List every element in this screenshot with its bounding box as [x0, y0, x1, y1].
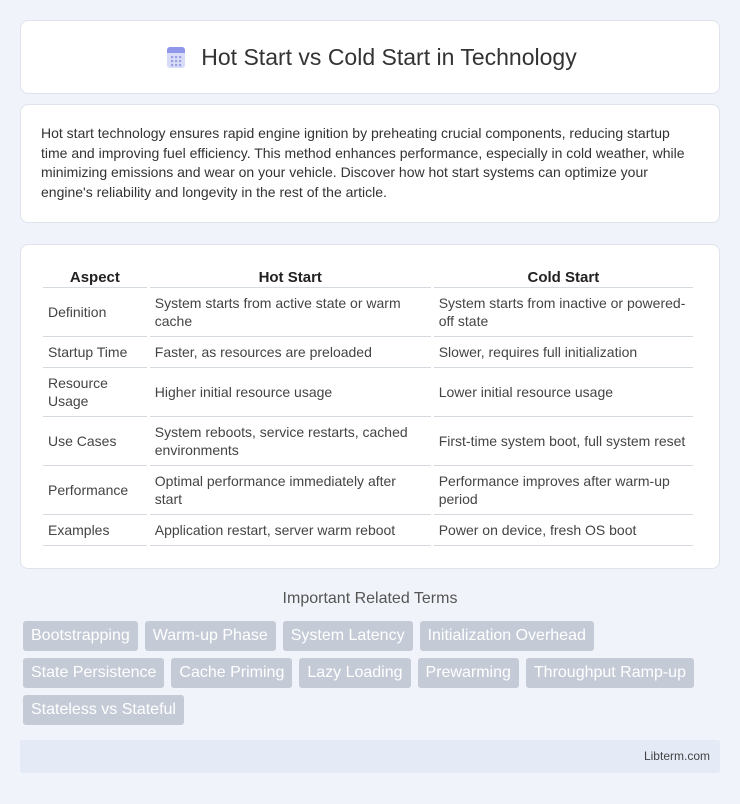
cell-cold: Performance improves after warm-up period [434, 466, 693, 515]
header-cold-start: Cold Start [434, 264, 693, 288]
cell-hot: Application restart, server warm reboot [150, 515, 431, 546]
related-terms [23, 621, 723, 732]
cell-hot: Optimal performance immediately after start [150, 466, 431, 515]
table-row [43, 337, 693, 368]
related-terms-title: Important Related Terms [282, 590, 458, 607]
tag-state-persistence[interactable]: State Persistence [23, 658, 164, 688]
table-row [43, 288, 693, 337]
header-hot-start: Hot Start [150, 264, 431, 288]
tag-prewarming[interactable]: Prewarming [418, 658, 519, 688]
tag-initialization-overhead[interactable]: Initialization Overhead [420, 621, 594, 651]
cell-aspect: Startup Time [43, 337, 147, 368]
tag-system-latency[interactable]: System Latency [283, 621, 413, 651]
tag-row [23, 695, 723, 725]
cell-hot: System starts from active state or warm cache [150, 288, 431, 337]
tag-warm-up-phase[interactable]: Warm-up Phase [145, 621, 276, 651]
tag-row [23, 658, 723, 688]
comparison-table-card [20, 244, 720, 569]
cell-cold: Lower initial resource usage [434, 368, 693, 417]
footer-site-name: Libterm.com [643, 749, 710, 763]
cell-hot: System reboots, service restarts, cached environments [150, 417, 431, 466]
cell-cold: System starts from inactive or powered-off state [434, 288, 693, 337]
table-row [43, 368, 693, 417]
table-row [43, 466, 693, 515]
tag-lazy-loading[interactable]: Lazy Loading [299, 658, 410, 688]
cell-cold: Slower, requires full initialization [434, 337, 693, 368]
title-card [20, 20, 720, 94]
footer [20, 740, 720, 773]
cell-cold: Power on device, fresh OS boot [434, 515, 693, 546]
intro-card [20, 104, 720, 223]
cell-hot: Faster, as resources are preloaded [150, 337, 431, 368]
cell-aspect: Use Cases [43, 417, 147, 466]
comparison-table [40, 264, 696, 546]
cell-hot: Higher initial resource usage [150, 368, 431, 417]
cell-aspect: Examples [43, 515, 147, 546]
document-icon [163, 44, 189, 70]
cell-aspect: Definition [43, 288, 147, 337]
header-aspect: Aspect [43, 264, 147, 288]
cell-aspect: Performance [43, 466, 147, 515]
tag-stateless-vs-stateful[interactable]: Stateless vs Stateful [23, 695, 184, 725]
table-header-row [43, 264, 693, 288]
tag-throughput-ramp-up[interactable]: Throughput Ramp-up [526, 658, 694, 688]
cell-cold: First-time system boot, full system reset [434, 417, 693, 466]
intro-text: Hot start technology ensures rapid engine ignition by preheating crucial components, reducing startup time and improving fuel efficiency. This method enhances performance, especially in cold weather, while minimizing emissions and wear on your vehicle. Discover how hot start systems can optimize your engine's reliability and longevity in the rest of the article. [41, 125, 685, 200]
table-row [43, 515, 693, 546]
tag-bootstrapping[interactable]: Bootstrapping [23, 621, 138, 651]
tag-row [23, 621, 723, 651]
table-row [43, 417, 693, 466]
page-title: Hot Start vs Cold Start in Technology [201, 43, 577, 70]
cell-aspect: Resource Usage [43, 368, 147, 417]
tag-cache-priming[interactable]: Cache Priming [171, 658, 292, 688]
